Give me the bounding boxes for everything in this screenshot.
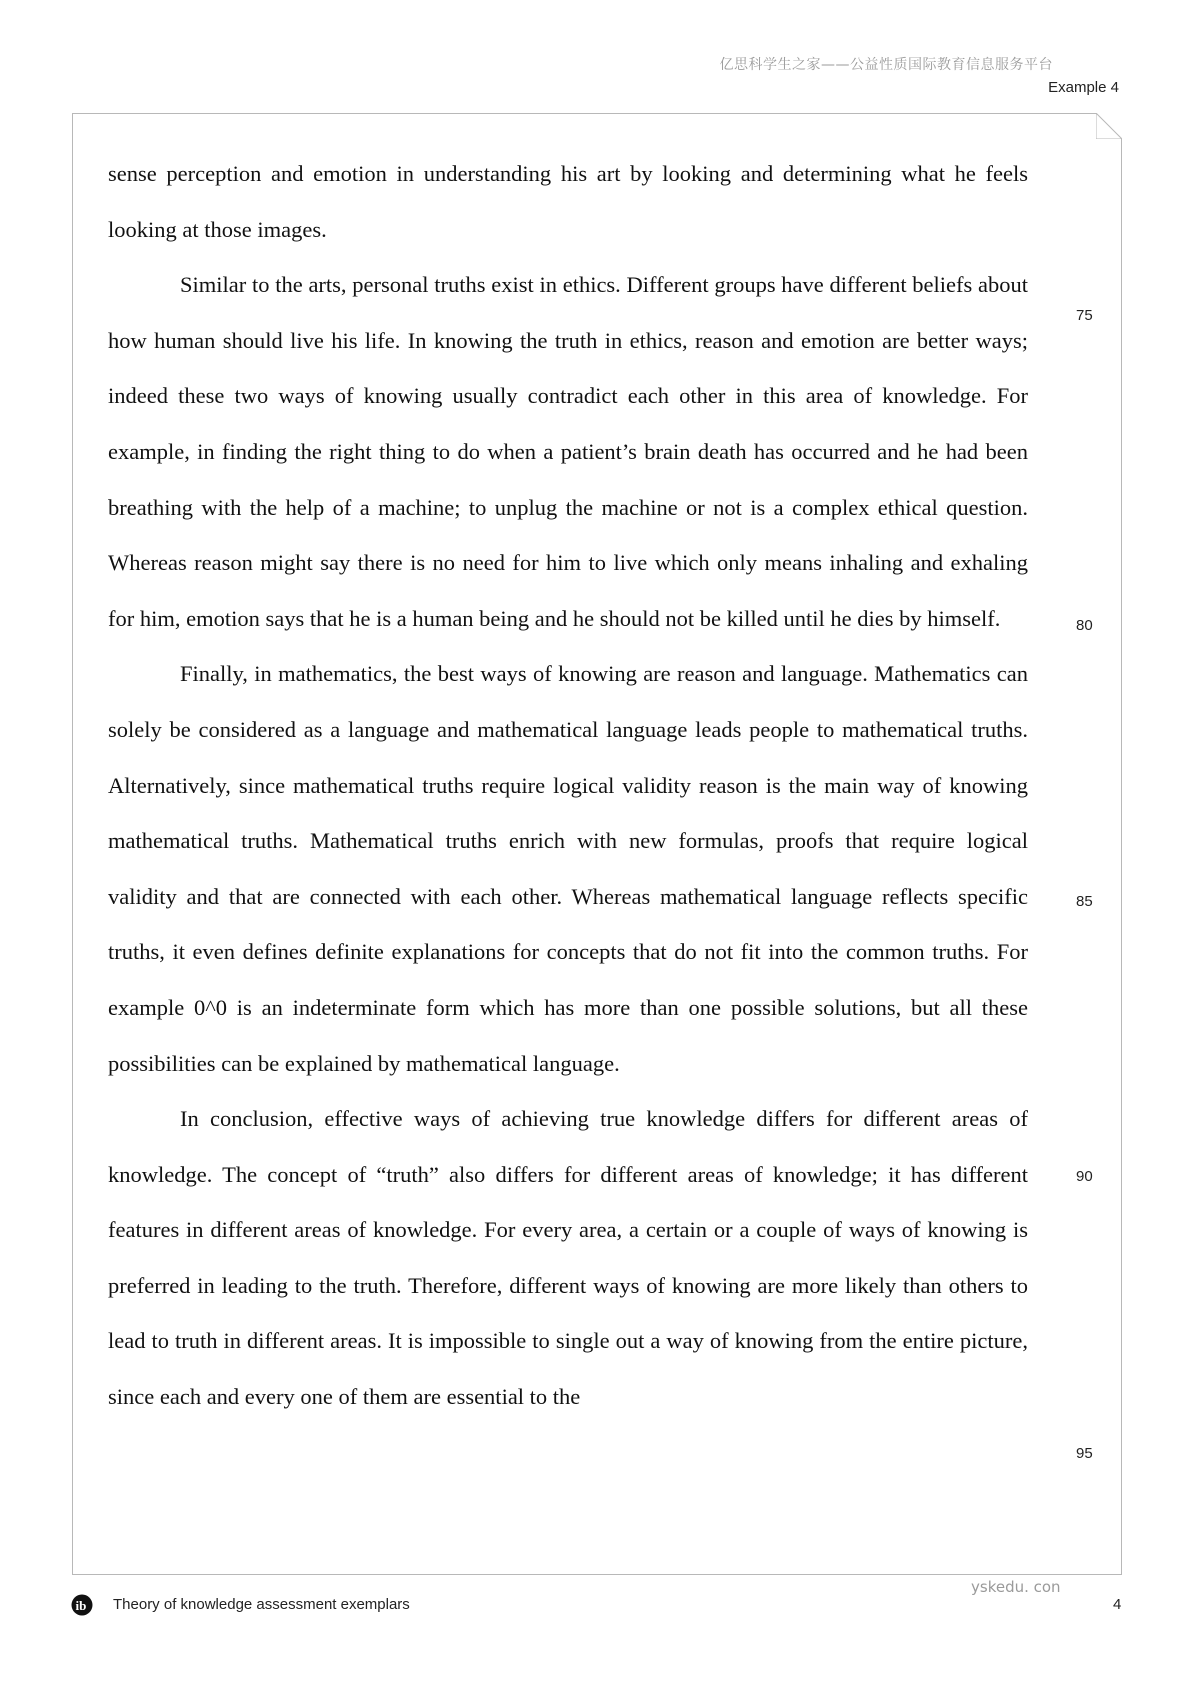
paragraph-4: In conclusion, effective ways of achieving true knowledge differs for different areas of knowledge. The concept of “truth” also differs for different areas of knowledge; it has different features in different areas of knowledge. For every area, a certain or a couple of ways of knowing is preferred in leading to the truth. Therefore, different ways of knowing are more likely than others to lead to truth in different areas. It is impossible to single out a way of knowing from the entire picture, since each and every one of them are essential to the xyxy=(108,1106,1028,1410)
footer-watermark: yskedu. con xyxy=(971,1578,1061,1596)
essay-frame xyxy=(72,113,1122,1575)
line-number-95: 95 xyxy=(1076,1445,1093,1462)
footer-title: Theory of knowledge assessment exemplars xyxy=(113,1596,410,1613)
svg-text:ib: ib xyxy=(75,1598,87,1613)
line-number-90: 90 xyxy=(1076,1168,1093,1185)
paragraph-3: Finally, in mathematics, the best ways of knowing are reason and language. Mathematics can solely be considered as a language and mathematical language leads people to mathematical truths. Alternatively, since mathematical truths require logical validity reason is the main way of knowing mathematical truths. Mathematical truths enrich with new formulas, proofs that require logical validity and that are connected with each other. Whereas mathematical language reflects specific truths, it even defines definite explanations for concepts that do not fit into the common truths. For example 0^0 is an indeterminate form which has more than one possible solutions, but all these possibilities can be explained by mathematical language. xyxy=(108,661,1028,1076)
essay-text xyxy=(108,146,1028,1425)
ib-logo-icon xyxy=(71,1594,93,1616)
line-number-85: 85 xyxy=(1076,893,1093,910)
page-corner-fold-icon xyxy=(1096,113,1122,139)
line-number-75: 75 xyxy=(1076,307,1093,324)
line-number-80: 80 xyxy=(1076,617,1093,634)
paragraph-2: Similar to the arts, personal truths exist in ethics. Different groups have different beliefs about how human should live his life. In knowing the truth in ethics, reason and emotion are better ways; indeed these two ways of knowing usually contradict each other in this area of knowledge. For example, in finding the right thing to do when a patient’s brain death has occurred and he had been breathing with the help of a machine; to unplug the machine or not is a complex ethical question. Whereas reason might say there is no need for him to live which only means inhaling and exhaling for him, emotion says that he is a human being and he should not be killed until he dies by himself. xyxy=(108,272,1028,631)
example-label: Example 4 xyxy=(1048,79,1119,96)
page-number: 4 xyxy=(1113,1596,1122,1613)
header-watermark: 亿思科学生之家——公益性质国际教育信息服务平台 xyxy=(719,57,1053,73)
paragraph-1: sense perception and emotion in understanding his art by looking and determining what he feels looking at those images. xyxy=(108,161,1028,242)
